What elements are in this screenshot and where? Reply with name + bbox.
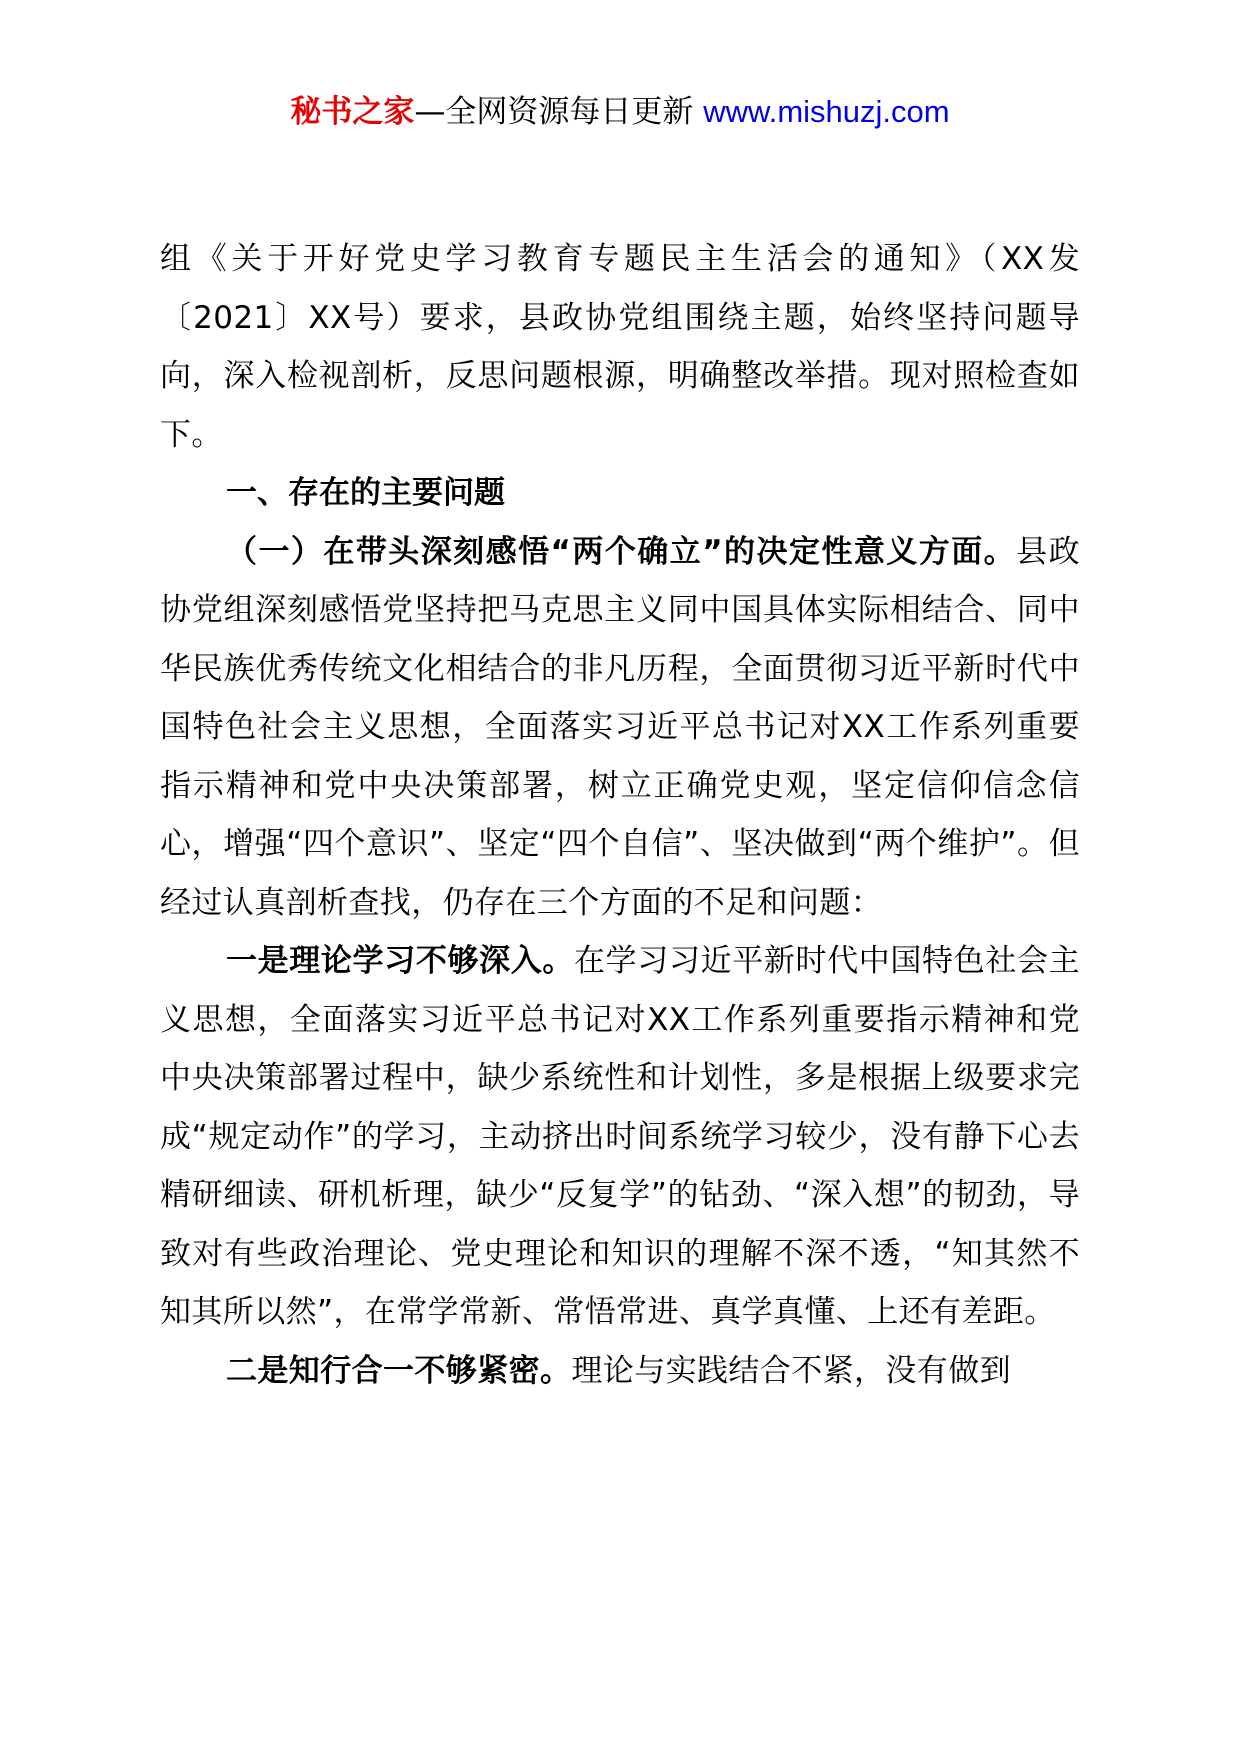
point-1-text: 在学习习近平新时代中国特色社会主义思想，全面落实习近平总书记对XX工作系列重要指示精神和党中央决策部署过程中，缺少系统性和计划性，多是根据上级要求完成“规定动作”的学习，主动挤出时间系统学习较少，没有静下心去精研细读、研机析理，缺少“反复学”的钻劲、“深入想”的韧劲，导致对有些政治理论、党史理论和知识的理解不深不透，“知其然不知其所以然”，在常学常新、常悟常进、真学真懂、上还有差距。 (160, 943, 1080, 1330)
subsection-1-heading: （一）在带头深刻感悟“两个确立”的决定性意义方面。 (226, 533, 1017, 570)
point-2-text: 理论与实践结合不紧，没有做到 (571, 1352, 1012, 1389)
subsection-1-paragraph (160, 523, 1080, 933)
point-1-paragraph (160, 932, 1080, 1342)
site-header (0, 92, 1240, 132)
point-1-lead: 一是理论学习不够深入。 (226, 943, 575, 979)
brand-name: 秘书之家 (290, 94, 415, 130)
header-tagline: —全网资源每日更新 (414, 94, 704, 130)
section-heading-problems: 一、存在的主要问题 (226, 475, 505, 511)
point-2-lead: 二是知行合一不够紧密。 (226, 1352, 572, 1389)
document-body (160, 230, 1080, 1400)
subsection-1-text: 县政协党组深刻感悟党坚持把马克思主义同中国具体实际相结合、同中华民族优秀传统文化相结合的非凡历程，全面贯彻习近平新时代中国特色社会主义思想，全面落实习近平总书记对XX工作系列重要指示精神和党中央决策部署，树立正确党史观，坚定信仰信念信心，增强“四个意识”、坚定“四个自信”、坚决做到“两个维护”。但经过认真剖析查找，仍存在三个方面的不足和问题： (160, 533, 1080, 921)
intro-paragraph: 组《关于开好党史学习教育专题民主生活会的通知》（XX发〔2021〕XX号）要求，县政协党组围绕主题，始终坚持问题导向，深入检视剖析，反思问题根源，明确整改举措。现对照检查如下。 (160, 241, 1080, 453)
site-url-link[interactable]: www.mishuzj.com (703, 94, 950, 129)
point-2-paragraph (160, 1342, 1080, 1401)
